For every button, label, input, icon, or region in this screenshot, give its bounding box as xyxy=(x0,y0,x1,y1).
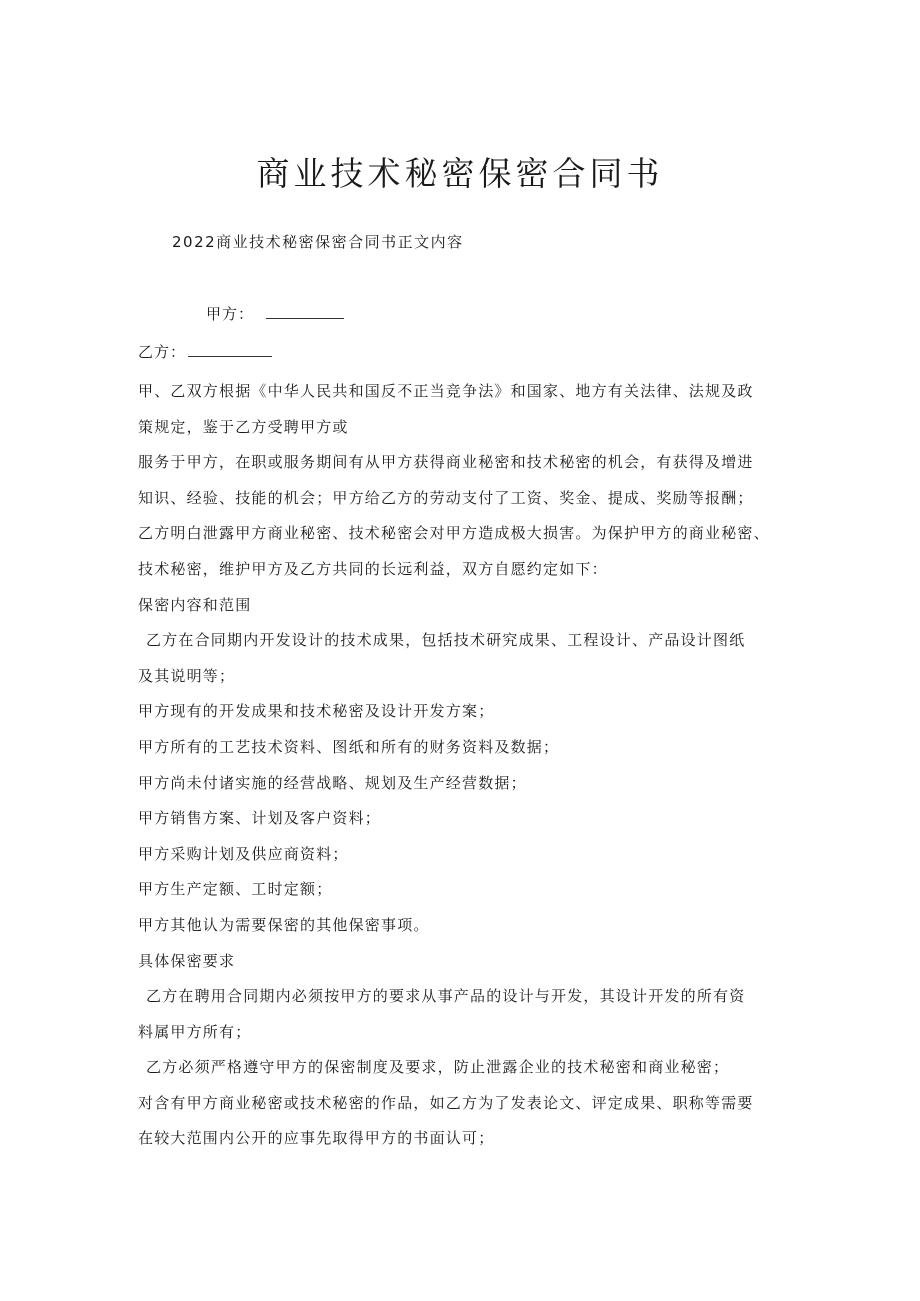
paragraph-line: 服务于甲方，在职或服务期间有从甲方获得商业秘密和技术秘密的机会，有获得及增进 xyxy=(138,453,754,472)
paragraph-line: 在较大范围内公开的应事先取得甲方的书面认可； xyxy=(138,1129,495,1148)
paragraph-line: 甲方现有的开发成果和技术秘密及设计开发方案； xyxy=(138,702,495,721)
paragraph-line: 甲方尚未付诸实施的经营战略、规划及生产经营数据； xyxy=(138,773,527,792)
party-b-label: 乙方： xyxy=(138,343,187,361)
party-a-label: 甲方： xyxy=(206,305,255,323)
paragraph-line: 甲方生产定额、工时定额； xyxy=(138,880,333,899)
paragraph-line: 甲方所有的工艺技术资料、图纸和所有的财务资料及数据； xyxy=(138,737,560,756)
section-heading-requirements: 具体保密要求 xyxy=(138,951,236,970)
document-title: 商业技术秘密保密合同书 xyxy=(256,154,664,193)
party-a-line xyxy=(206,303,344,324)
paragraph-line: 乙方在聘用合同期内必须按甲方的要求从事产品的设计与开发，其设计开发的所有资 xyxy=(146,987,746,1006)
paragraph-line: 甲方销售方案、计划及客户资料； xyxy=(138,809,382,828)
section-heading-scope: 保密内容和范围 xyxy=(138,595,252,614)
party-a-blank xyxy=(266,304,344,319)
paragraph-line: 技术秘密，维护甲方及乙方共同的长远利益，双方自愿约定如下： xyxy=(138,559,608,578)
party-b-blank xyxy=(188,342,272,357)
paragraph-line: 甲方其他认为需要保密的其他保密事项。 xyxy=(138,915,430,934)
paragraph-line: 对含有甲方商业秘密或技术秘密的作品，如乙方为了发表论文、评定成果、职称等需要 xyxy=(138,1093,754,1112)
paragraph-line: 乙方必须严格遵守甲方的保密制度及要求，防止泄露企业的技术秘密和商业秘密； xyxy=(146,1058,730,1077)
paragraph-line: 知识、经验、技能的机会；甲方给乙方的劳动支付了工资、奖金、提成、奖励等报酬； xyxy=(138,488,754,507)
paragraph-line: 乙方明白泄露甲方商业秘密、技术秘密会对甲方造成极大损害。为保护甲方的商业秘密、 xyxy=(138,524,770,543)
party-b-line xyxy=(138,341,272,362)
contract-body xyxy=(138,374,798,1157)
paragraph-line: 甲、乙双方根据《中华人民共和国反不正当竞争法》和国家、地方有关法律、法规及政 xyxy=(138,382,754,400)
paragraph-line: 及其说明等； xyxy=(138,666,236,685)
paragraph-line: 乙方在合同期内开发设计的技术成果，包括技术研究成果、工程设计、产品设计图纸 xyxy=(146,631,746,650)
paragraph-line: 策规定，鉴于乙方受聘甲方或 xyxy=(138,417,349,436)
document-subtitle: 2022商业技术秘密保密合同书正文内容 xyxy=(172,233,464,251)
paragraph-line: 甲方采购计划及供应商资料； xyxy=(138,844,349,863)
paragraph-line: 料属甲方所有； xyxy=(138,1022,252,1041)
